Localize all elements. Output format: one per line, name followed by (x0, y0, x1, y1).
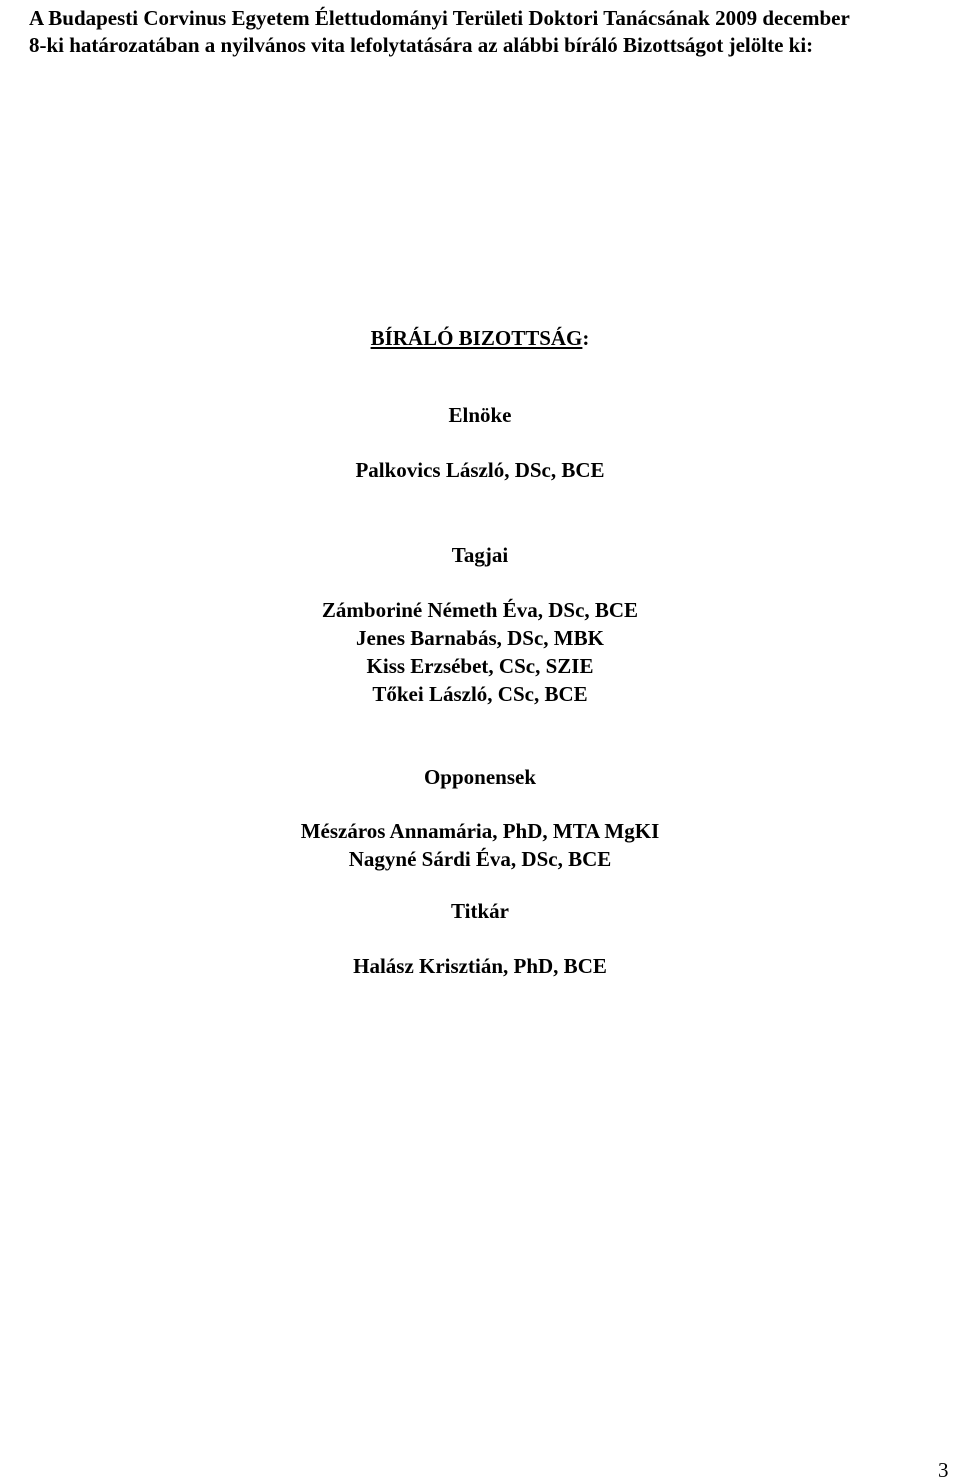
committee-heading-text: BÍRÁLÓ BIZOTTSÁG (370, 326, 583, 350)
secretary-label: Titkár (451, 899, 509, 923)
intro-paragraph (29, 5, 949, 59)
secretary-name: Halász Krisztián, PhD, BCE (353, 954, 607, 978)
intro-line-2: 8-ki határozatában a nyilvános vita lefolytatására az alábbi bíráló Bizottságot jelölte ki: (29, 33, 814, 57)
committee-heading-colon: : (582, 326, 590, 350)
intro-line-1: A Budapesti Corvinus Egyetem Élettudományi Területi Doktori Tanácsának 2009 december (29, 6, 850, 30)
opponents-list (0, 817, 960, 873)
committee-heading (0, 324, 960, 352)
opponent-item: Mészáros Annamária, PhD, MTA MgKI (300, 819, 660, 843)
chair-block (0, 456, 960, 484)
chair-name: Palkovics László, DSc, BCE (355, 458, 605, 482)
member-item: Zámboriné Németh Éva, DSc, BCE (321, 598, 639, 622)
secretary-block (0, 952, 960, 980)
chair-label-block (0, 401, 960, 429)
committee-heading-block (0, 324, 960, 352)
member-item: Tőkei László, CSc, BCE (372, 682, 588, 706)
member-item: Jenes Barnabás, DSc, MBK (356, 626, 604, 650)
opponents-label: Opponensek (423, 765, 537, 789)
member-item: Kiss Erzsébet, CSc, SZIE (366, 654, 594, 678)
page-number: 3 (938, 1458, 949, 1482)
secretary-label-block (0, 897, 960, 925)
opponent-item: Nagyné Sárdi Éva, DSc, BCE (348, 847, 612, 871)
opponents-label-block (0, 763, 960, 791)
members-list (0, 596, 960, 708)
chair-label: Elnöke (448, 403, 512, 427)
members-label-block (0, 541, 960, 569)
members-label: Tagjai (451, 543, 509, 567)
